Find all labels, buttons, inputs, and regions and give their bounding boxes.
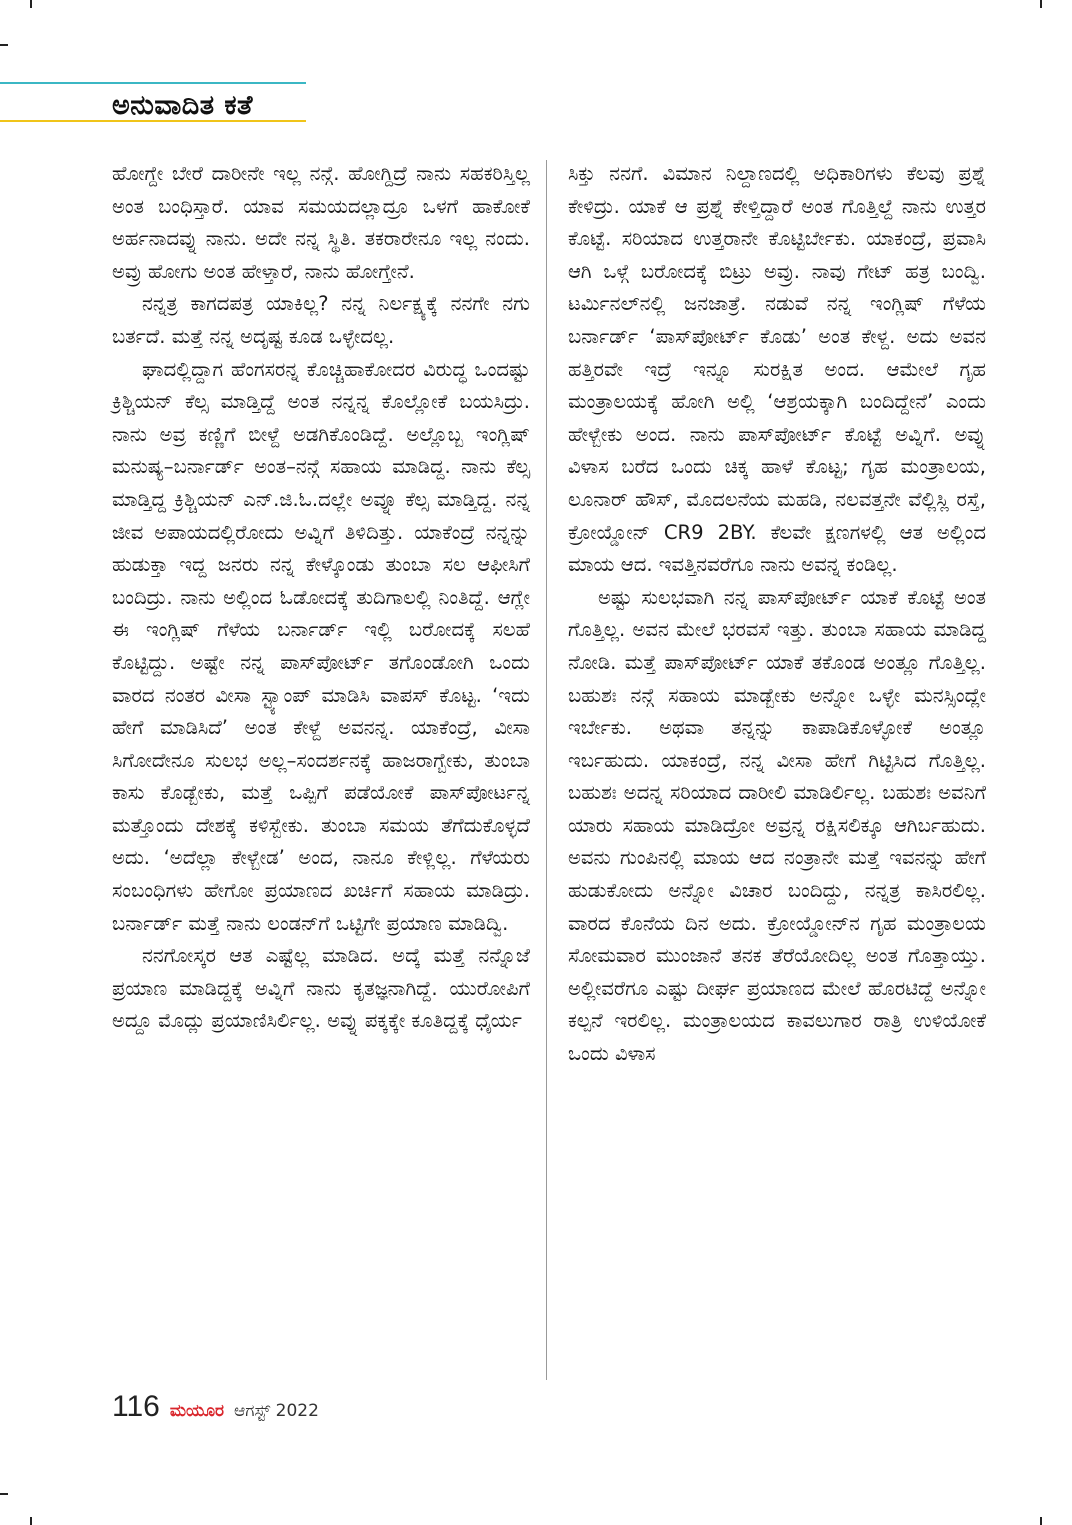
paragraph: ನನ್ನತ್ರ ಕಾಗದಪತ್ರ ಯಾಕಿಲ್ಲ? ನನ್ನ ನಿರ್ಲಕ್ಷ್ಯಕ್ಕೆ ನನಗೇ ನಗು ಬರ್ತದೆ. ಮತ್ತೆ ನನ್ನ ಅದೃಷ್ಟ ಕೂಡ ಒಳ್ಳೇದಲ್ಲ. bbox=[112, 292, 530, 348]
paragraph: ಹೋಗ್ದೇ ಬೇರೆ ದಾರೀನೇ ಇಲ್ಲ ನನ್ಗೆ. ಹೋಗ್ದಿದ್ರೆ ನಾನು ಸಹಕರಿಸ್ತಿಲ್ಲ ಅಂತ ಬಂಧಿಸ್ತಾರೆ. ಯಾವ ಸಮಯದಲ್ಲಾದ್ರೂ ಒಳಗೆ ಹಾಕೋಕೆ ಅರ್ಹನಾದವ್ನು ನಾನು. ಅದೇ ನನ್ನ ಸ್ಥಿತಿ. ತಕರಾರೇನೂ ಇಲ್ಲ ನಂದು. ಅವ್ರು ಹೋಗು ಅಂತ ಹೇಳ್ತಾರೆ, ನಾನು ಹೋಗ್ತೇನೆ. bbox=[112, 162, 530, 283]
page-number: 116 bbox=[112, 1390, 160, 1423]
crop-mark-top-left bbox=[30, 0, 32, 8]
left-column bbox=[112, 158, 530, 1038]
magazine-name: ಮಯೂರ bbox=[169, 1401, 225, 1421]
crop-mark-bottom-right bbox=[1040, 1517, 1042, 1525]
paragraph: ಅಷ್ಟು ಸುಲಭವಾಗಿ ನನ್ನ ಪಾಸ್‌ಪೋರ್ಟ್ ಯಾಕೆ ಕೊಟ್ಟೆ ಅಂತ ಗೊತ್ತಿಲ್ಲ. ಅವನ ಮೇಲೆ ಭರವಸೆ ಇತ್ತು. ತುಂಬಾ ಸಹಾಯ ಮಾಡಿದ್ದ ನೋಡಿ. ಮತ್ತೆ ಪಾಸ್‌ಪೋರ್ಟ್ ಯಾಕೆ ತಕೊಂಡ ಅಂತ್ಲೂ ಗೊತ್ತಿಲ್ಲ. ಬಹುಶಃ ನನ್ಗೆ ಸಹಾಯ ಮಾಡ್ಬೇಕು ಅನ್ನೋ ಒಳ್ಳೇ ಮನಸ್ಸಿಂದ್ಲೇ ಇರ್ಬೇಕು. ಅಥವಾ ತನ್ನನ್ನು ಕಾಪಾಡಿಕೊಳ್ಳೋಕೆ ಅಂತ್ಲೂ ಇರ್ಬಹುದು. ಯಾಕಂದ್ರೆ, ನನ್ನ ವೀಸಾ ಹೇಗೆ ಗಿಟ್ಟಿಸಿದ ಗೊತ್ತಿಲ್ಲ. ಬಹುಶಃ ಅದನ್ನ ಸರಿಯಾದ ದಾರೀಲಿ ಮಾಡಿರ್ಲಿಲ್ಲ. ಬಹುಶಃ ಅವನಿಗೆ ಯಾರು ಸಹಾಯ ಮಾಡಿದ್ರೋ ಅವ್ರನ್ನ ರಕ್ಷಿಸಲಿಕ್ಕೂ ಆಗಿರ್ಬಹುದು. ಅವನು ಗುಂಪಿನಲ್ಲಿ ಮಾಯ ಆದ ನಂತ್ರಾನೇ ಮತ್ತೆ ಇವನನ್ನು ಹೇಗೆ ಹುಡುಕೋದು ಅನ್ನೋ ವಿಚಾರ ಬಂದಿದ್ದು, ನನ್ನತ್ರ ಕಾಸಿರಲಿಲ್ಲ. ವಾರದ ಕೊನೆಯ ದಿನ ಅದು. ಕ್ರೋಯ್ಡೋನ್‌ನ ಗೃಹ ಮಂತ್ರಾಲಯ ಸೋಮವಾರ ಮುಂಜಾನೆ ತನಕ ತೆರೆಯೋದಿಲ್ಲ ಅಂತ ಗೊತ್ತಾಯ್ತು. ಅಲ್ಲೀವರೆಗೂ ಎಷ್ಟು ದೀರ್ಘ ಪ್ರಯಾಣದ ಮೇಲೆ ಹೊರಟಿದ್ದೆ ಅನ್ನೋ ಕಲ್ಪನೆ ಇರಲಿಲ್ಲ. ಮಂತ್ರಾಲಯದ ಕಾವಲುಗಾರ ರಾತ್ರಿ ಉಳಿಯೋಕೆ ಒಂದು ವಿಳಾಸ bbox=[568, 585, 986, 1066]
crop-mark-top-right bbox=[1040, 0, 1042, 8]
crop-mark-left-upper bbox=[0, 44, 8, 46]
paragraph: ಸಿಕ್ತು ನನಗೆ. ವಿಮಾನ ನಿಲ್ದಾಣದಲ್ಲಿ ಅಧಿಕಾರಿಗಳು ಕೆಲವು ಪ್ರಶ್ನೆ ಕೇಳಿದ್ರು. ಯಾಕೆ ಆ ಪ್ರಶ್ನೆ ಕೇಳ್ತಿದ್ದಾರೆ ಅಂತ ಗೊತ್ತಿಲ್ದೆ ನಾನು ಉತ್ತರ ಕೊಟ್ಟೆ. ಸರಿಯಾದ ಉತ್ತರಾನೇ ಕೊಟ್ಟಿರ್ಬೇಕು. ಯಾಕಂದ್ರೆ, ಪ್ರವಾಸಿ ಆಗಿ ಒಳ್ಗೆ ಬರೋದಕ್ಕೆ ಬಿಟ್ರು ಅವ್ರು. ನಾವು ಗೇಟ್ ಹತ್ರ ಬಂದ್ವಿ. ಟರ್ಮಿನಲ್‌ನಲ್ಲಿ ಜನಜಾತ್ರೆ. ನಡುವೆ ನನ್ನ ಇಂಗ್ಲಿಷ್ ಗೆಳೆಯ ಬರ್ನಾರ್ಡ್ ‘ಪಾಸ್‌ಪೋರ್ಟ್ ಕೊಡು’ ಅಂತ ಕೇಳ್ದ. ಅದು ಅವನ ಹತ್ತಿರವೇ ಇದ್ರೆ ಇನ್ನೂ ಸುರಕ್ಷಿತ ಅಂದ. ಆಮೇಲೆ ಗೃಹ ಮಂತ್ರಾಲಯಕ್ಕೆ ಹೋಗಿ ಅಲ್ಲಿ ‘ಆಶ್ರಯಕ್ಕಾಗಿ ಬಂದಿದ್ದೇನೆ’ ಎಂದು ಹೇಳ್ಬೇಕು ಅಂದ. ನಾನು ಪಾಸ್‌ಪೋರ್ಟ್ ಕೊಟ್ಟೆ ಅವ್ನಿಗೆ. ಅವ್ನು ವಿಳಾಸ ಬರೆದ ಒಂದು ಚಿಕ್ಕ ಹಾಳೆ ಕೊಟ್ಟ; ಗೃಹ ಮಂತ್ರಾಲಯ, ಲೂನಾರ್ ಹೌಸ್, ಮೊದಲನೆಯ ಮಹಡಿ, ನಲವತ್ತನೇ ವೆಲ್ಲಿಸ್ಲಿ ರಸ್ತೆ, ಕ್ರೋಯ್ಡೋನ್ CR9 2BY. ಕೆಲವೇ ಕ್ಷಣಗಳಲ್ಲಿ ಆತ ಅಲ್ಲಿಂದ ಮಾಯ ಆದ. ಇವತ್ತಿನವರೆಗೂ ನಾನು ಅವನ್ನ ಕಂಡಿಲ್ಲ. bbox=[568, 162, 986, 577]
column-divider bbox=[546, 160, 547, 1380]
header-top-rule bbox=[0, 82, 306, 84]
right-column bbox=[568, 158, 986, 1071]
paragraph: ಘಾದಲ್ಲಿದ್ದಾಗ ಹೆಂಗಸರನ್ನ ಕೊಚ್ಚಿಹಾಕೋದರ ವಿರುದ್ಧ ಒಂದಷ್ಟು ಕ್ರಿಶ್ಚಿಯನ್ ಕೆಲ್ಸ ಮಾಡ್ತಿದ್ದೆ ಅಂತ ನನ್ನನ್ನ ಕೊಲ್ಲೋಕೆ ಬಯಸಿದ್ರು. ನಾನು ಅವ್ರ ಕಣ್ಣಿಗೆ ಬೀಳ್ದೆ ಅಡಗಿಕೊಂಡಿದ್ದೆ. ಅಲ್ಲೊಬ್ಬ ಇಂಗ್ಲಿಷ್ ಮನುಷ್ಯ–ಬರ್ನಾರ್ಡ್ ಅಂತ–ನನ್ಗೆ ಸಹಾಯ ಮಾಡಿದ್ದ. ನಾನು ಕೆಲ್ಸ ಮಾಡ್ತಿದ್ದ ಕ್ರಿಶ್ಚಿಯನ್ ಎನ್.ಜಿ.ಓ.ದಲ್ಲೇ ಅವ್ನೂ ಕೆಲ್ಸ ಮಾಡ್ತಿದ್ದ. ನನ್ನ ಜೀವ ಅಪಾಯದಲ್ಲಿರೋದು ಅವ್ನಿಗೆ ತಿಳಿದಿತ್ತು. ಯಾಕೆಂದ್ರೆ ನನ್ನನ್ನು ಹುಡುಕ್ತಾ ಇದ್ದ ಜನರು ನನ್ನ ಕೇಳ್ಕೊಂಡು ತುಂಬಾ ಸಲ ಆಫೀಸಿಗೆ ಬಂದಿದ್ರು. ನಾನು ಅಲ್ಲಿಂದ ಓಡೋದಕ್ಕೆ ತುದಿಗಾಲಲ್ಲಿ ನಿಂತಿದ್ದೆ. ಆಗ್ಲೇ ಈ ಇಂಗ್ಲಿಷ್ ಗೆಳೆಯ ಬರ್ನಾರ್ಡ್ ಇಲ್ಲಿ ಬರೋದಕ್ಕೆ ಸಲಹೆ ಕೊಟ್ಟಿದ್ದು. ಅಷ್ಟೇ ನನ್ನ ಪಾಸ್‌ಪೋರ್ಟ್ ತಗೊಂಡೋಗಿ ಒಂದು ವಾರದ ನಂತರ ವೀಸಾ ಸ್ಟ್ಯಾಂಪ್ ಮಾಡಿಸಿ ವಾಪಸ್ ಕೊಟ್ಟ. ‘ಇದು ಹೇಗೆ ಮಾಡಿಸಿದೆ’ ಅಂತ ಕೇಳ್ದೆ ಅವನನ್ನ. ಯಾಕೆಂದ್ರೆ, ವೀಸಾ ಸಿಗೋದೇನೂ ಸುಲಭ ಅಲ್ಲ–ಸಂದರ್ಶನಕ್ಕೆ ಹಾಜರಾಗ್ಬೇಕು, ತುಂಬಾ ಕಾಸು ಕೊಡ್ಬೇಕು, ಮತ್ತೆ ಒಪ್ಪಿಗೆ ಪಡೆಯೋಕೆ ಪಾಸ್‌ಪೋರ್ಟನ್ನ ಮತ್ತೊಂದು ದೇಶಕ್ಕೆ ಕಳಿಸ್ಬೇಕು. ತುಂಬಾ ಸಮಯ ತೆಗೆದುಕೊಳ್ಳದೆ ಅದು. ‘ಅದೆಲ್ಲಾ ಕೇಳ್ಬೇಡ’ ಅಂದ, ನಾನೂ ಕೇಳ್ಲಿಲ್ಲ. ಗೆಳೆಯರು ಸಂಬಂಧಿಗಳು ಹೇಗೋ ಪ್ರಯಾಣದ ಖರ್ಚಿಗೆ ಸಹಾಯ ಮಾಡಿದ್ರು. ಬರ್ನಾರ್ಡ್ ಮತ್ತೆ ನಾನು ಲಂಡನ್‌ಗೆ ಒಟ್ಟಿಗೇ ಪ್ರಯಾಣ ಮಾಡಿದ್ವಿ. bbox=[112, 357, 530, 935]
section-title: ಅನುವಾದಿತ ಕತೆ bbox=[112, 90, 253, 121]
paragraph: ನನಗೋಸ್ಕರ ಆತ ಎಷ್ಟೆಲ್ಲ ಮಾಡಿದ. ಅದ್ಕೆ ಮತ್ತೆ ನನ್ನೊಜೆ ಪ್ರಯಾಣ ಮಾಡಿದ್ದಕ್ಕೆ ಅವ್ನಿಗೆ ನಾನು ಕೃತಜ್ಞನಾಗಿದ್ದೆ. ಯುರೋಪಿಗೆ ಅದ್ದೂ ಮೊದ್ಲು ಪ್ರಯಾಣಿಸಿರ್ಲಿಲ್ಲ. ಅವ್ನು ಪಕ್ಕಕ್ಕೇ ಕೂತಿದ್ದಕ್ಕೆ ಧೈರ್ಯ bbox=[112, 944, 530, 1033]
crop-mark-bottom-left bbox=[30, 1517, 32, 1525]
crop-mark-left-lower bbox=[0, 1493, 8, 1495]
issue-date: ಆಗಸ್ಟ್ 2022 bbox=[234, 1401, 319, 1421]
page-footer bbox=[112, 1390, 319, 1424]
